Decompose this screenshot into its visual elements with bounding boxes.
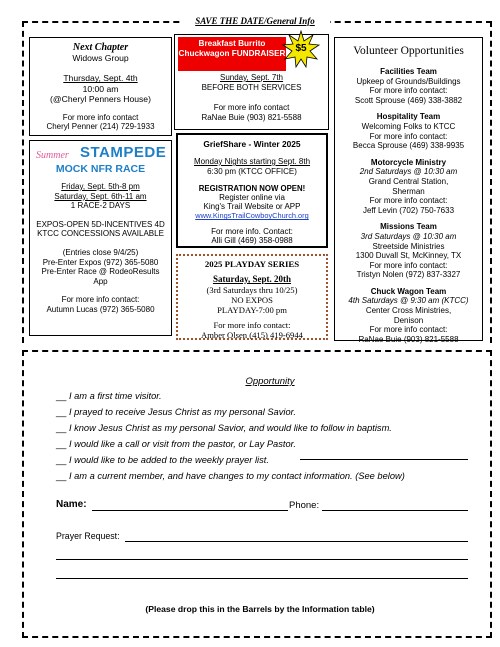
volunteer-team-name: Motorcycle Ministry [370,157,447,167]
stampede-days: 1 RACE-2 DAYS [70,201,131,211]
phone-field[interactable] [322,510,468,511]
griefshare-title: GriefShare - Winter 2025 [203,139,301,149]
volunteer-team-2 [335,158,482,216]
form-option-blank[interactable]: __ [56,423,69,433]
griefshare-schedule: Monday Nights starting Sept. 8th [193,157,311,166]
playday-time: PLAYDAY-7:00 pm [217,305,287,315]
right-dashed-border [490,21,492,343]
stampede-subtitle: MOCK NFR RACE [55,163,146,175]
volunteer-team-line: Sherman [392,186,425,196]
next-chapter-date: Thursday, Sept. 4th [63,73,138,84]
stampede-date1: Friday, Sept. 5th-8 pm [61,182,140,191]
form-option-text: I prayed to receive Jesus Christ as my personal Savior. [68,407,296,417]
volunteer-box [334,37,483,344]
stampede-title-row [30,143,171,163]
griefshare-register1: Register online via [219,193,285,203]
volunteer-team-line: 4th Saturdays @ 9:30 am (KTCC) [348,296,469,306]
volunteer-team-line: Jeff Levin (702) 750-7633 [362,205,455,215]
volunteer-team-line: 1300 Duvall St, McKinney, TX [355,251,462,261]
griefshare-register2: King's Trail Website or APP [203,202,301,212]
prayer-request-line[interactable] [56,559,468,560]
form-option[interactable] [56,468,476,484]
volunteer-team-1 [335,112,482,150]
breakfast-banner [178,37,286,71]
form-option-text: I know Jesus Christ as my personal Savior, and would like to follow in baptism. [68,423,392,433]
volunteer-team-line: 2nd Saturdays @ 10:30 am [359,167,458,177]
next-chapter-info-label: For more info contact [62,112,139,122]
next-chapter-time: 10:00 am [82,83,119,94]
playday-title: 2025 PLAYDAY SERIES [204,259,300,269]
playday-date: Saturday, Sept. 20th [212,274,292,284]
breakfast-details [175,73,328,122]
header-title: SAVE THE DATE/General Info [195,16,315,26]
griefshare-time: 6:30 pm (KTCC OFFICE) [207,166,297,176]
stampede-app: App [93,276,108,286]
left-dashed-border [22,21,24,343]
stampede-entries-close: (Entries close 9/4/25) [62,247,139,257]
name-field[interactable] [92,510,288,511]
next-chapter-contact: Cheryl Penner (214) 729-1933 [46,122,155,132]
volunteer-team-4 [335,287,482,345]
form-option-text: I am a first time visitor. [68,391,162,401]
prayer-request-label: Prayer Request: [56,531,120,541]
breakfast-title: Breakfast Burrito Chuckwagon FUNDRAISER [178,39,286,58]
form-title: Opportunity [245,376,295,387]
volunteer-team-line: Becca Sprouse (469) 338-9935 [352,141,465,151]
breakfast-date: Sunday, Sept. 7th [219,73,283,82]
volunteer-team-name: Facilities Team [380,67,437,76]
next-chapter-location: (@Cheryl Penners House) [50,94,151,105]
stampede-info-label: For more info contact: [61,295,140,305]
volunteer-team-line: Streetside Ministries [372,241,445,251]
playday-box [176,254,328,340]
volunteer-team-name: Chuck Wagon Team [370,286,447,296]
form-option-text: I would like to be added to the weekly prayer list. [68,455,269,465]
form-option[interactable] [56,436,476,452]
griefshare-contact: Alli Gill (469) 358-0988 [211,236,293,246]
form-option[interactable] [56,452,476,468]
header-title-wrap [180,11,330,29]
stampede-concessions: KTCC CONCESSIONS AVAILABLE [37,229,164,239]
griefshare-registration: REGISTRATION NOW OPEN! [198,184,306,194]
volunteer-team-line: For more info contact: [369,325,448,335]
form-option-blank[interactable]: __ [56,391,69,401]
form-option-text: I am a current member, and have changes to my contact information. (See below) [68,471,405,481]
volunteer-team-line: 3rd Saturdays @ 10:30 am [360,231,457,241]
next-chapter-subtitle: Widows Group [72,53,129,63]
volunteer-team-line: Tristyn Nolen (972) 837-3327 [356,270,461,280]
prayer-request-line[interactable] [56,578,468,579]
form-option-blank[interactable]: __ [56,455,69,465]
form-option-blank[interactable]: __ [56,407,69,417]
next-chapter-box [29,37,172,136]
volunteer-team-line: RaNae Buie (903) 821-5588 [358,334,459,344]
volunteer-team-name: Hospitality Team [376,112,441,122]
griefshare-website-link[interactable]: www.KingsTrailCowboyChurch.org [195,211,309,221]
griefshare-info-label: For more info. Contact: [211,227,293,237]
playday-note: (3rd Saturdays thru 10/25) [206,285,298,295]
form-option[interactable] [56,388,476,404]
volunteer-team-line: Denison [393,315,424,325]
next-chapter-title: Next Chapter [72,42,129,53]
volunteer-team-3 [335,222,482,280]
stampede-pre-enter-race: Pre-Enter Race @ RodeoResults [41,267,160,277]
volunteer-team-name: Missions Team [380,222,437,232]
form-option[interactable] [56,404,476,420]
playday-expos: NO EXPOS [231,295,273,305]
playday-info-label: For more info contact: [213,320,291,330]
form-footer: (Please drop this in the Barrels by the Information table) [145,604,375,614]
volunteer-team-line: Scott Sprouse (469) 338-3882 [354,95,463,105]
volunteer-team-line: For more info contact: [369,260,448,270]
breakfast-info-label: For more info contact [213,103,290,113]
volunteer-team-line: Center Cross Ministries, [365,306,452,316]
name-label: Name: [56,499,87,510]
breakfast-price: $5 [295,43,307,54]
volunteer-team-line: Upkeep of Grounds/Buildings [356,76,461,86]
playday-contact: Amber Olsen (415) 419-6944 [201,330,303,340]
stampede-date2: Saturday, Sept. 6th-11 am [54,191,147,201]
breakfast-contact: RaNae Buie (903) 821-5588 [201,112,302,122]
volunteer-team-line: For more info contact: [369,86,448,96]
form-option-blank[interactable]: __ [56,439,69,449]
stampede-title-main: STAMPEDE [80,144,167,161]
prayer-list-underline [300,459,468,460]
stampede-box [29,140,172,336]
form-option[interactable] [56,420,476,436]
stampede-pre-enter-expos: Pre-Enter Expos (972) 365-5080 [42,257,159,267]
phone-label: Phone: [289,500,320,511]
form-title-wrap [200,371,340,389]
breakfast-note: BEFORE BOTH SERVICES [201,82,302,92]
griefshare-box [176,133,328,248]
form-option-blank[interactable]: __ [56,471,69,481]
volunteer-title: Volunteer Opportunities [353,45,464,57]
form-options [56,388,476,484]
stampede-expos: EXPOS-OPEN 5D-INCENTIVES 4D [36,219,165,229]
volunteer-team-0 [335,67,482,105]
volunteer-team-line: For more info contact: [369,196,448,206]
form-option-text: I would like a call or visit from the pastor, or Lay Pastor. [68,439,296,449]
volunteer-team-line: For more info contact: [369,131,448,141]
volunteer-team-line: Welcoming Folks to KTCC [361,121,456,131]
prayer-request-field[interactable] [125,541,468,542]
stampede-contact: Autumn Lucas (972) 365-5080 [46,304,155,314]
stampede-title-script: Summer [36,150,69,161]
volunteer-team-line: Grand Central Station, [368,176,449,186]
